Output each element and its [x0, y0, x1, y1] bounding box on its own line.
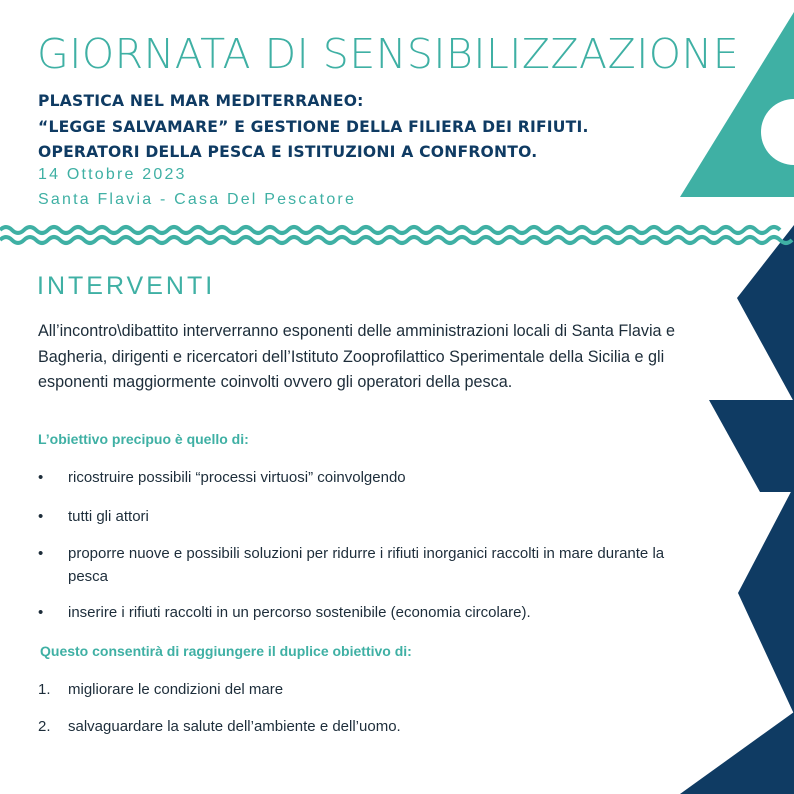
bullet-marker: • [38, 469, 44, 486]
list-item [38, 678, 688, 701]
subtitle-line-1: PLASTICA NEL MAR MEDITERRANEO: [38, 92, 364, 110]
list-item-text: migliorare le condizioni del mare [68, 681, 284, 698]
event-date: 14 Ottobre 2023 [38, 166, 187, 183]
navy-triangle-2 [709, 400, 794, 492]
section-title: INTERVENTI [37, 272, 216, 300]
event-place: Santa Flavia - Casa Del Pescatore [38, 191, 357, 208]
event-title: GIORNATA DI SENSIBILIZZAZIONE [37, 30, 740, 78]
goal-label: Questo consentirà di raggiungere il duplice obiettivo di: [40, 643, 412, 659]
list-item-text: proporre nuove e possibili soluzioni per ridurre i rifiuti inorganici raccolti in mare durante la pesca [68, 545, 665, 585]
list-item [38, 715, 688, 738]
list-item-text: tutti gli attori [68, 508, 149, 525]
intro-paragraph: All’incontro\dibattito interverranno esponenti delle amministrazioni locali di Santa Flavia e Bagheria, dirigenti e ricercatori dell’Istituto Zooprofilattico Sperimentale della Sicilia e gli esponenti maggiormente coinvolti ovvero gli operatori della pesca. [38, 322, 676, 391]
bullet-marker: • [38, 545, 44, 562]
wave-divider [0, 227, 792, 243]
list-item-text: inserire i rifiuti raccolti in un percorso sostenibile (economia circolare). [68, 604, 531, 621]
navy-triangle-4 [680, 712, 794, 794]
subtitle-line-3: OPERATORI DELLA PESCA E ISTITUZIONI A CONFRONTO. [38, 143, 538, 161]
list-item [38, 542, 688, 588]
list-item-text: salvaguardare la salute dell’ambiente e dell’uomo. [68, 718, 401, 735]
list-item [38, 505, 688, 528]
list-item-text: ricostruire possibili “processi virtuosi” coinvolgendo [68, 469, 406, 486]
number-marker: 2. [38, 718, 51, 735]
bullet-marker: • [38, 604, 44, 621]
list-item [38, 466, 688, 489]
navy-triangle-3 [738, 486, 794, 714]
bullet-marker: • [38, 508, 44, 525]
subtitle-line-2: “LEGGE SALVAMARE” E GESTIONE DELLA FILIERA DEI RIFIUTI. [38, 118, 589, 136]
navy-triangle-1 [737, 225, 794, 402]
objective-label: L’obiettivo precipuo è quello di: [38, 431, 249, 447]
list-item [38, 601, 688, 624]
number-marker: 1. [38, 681, 51, 698]
